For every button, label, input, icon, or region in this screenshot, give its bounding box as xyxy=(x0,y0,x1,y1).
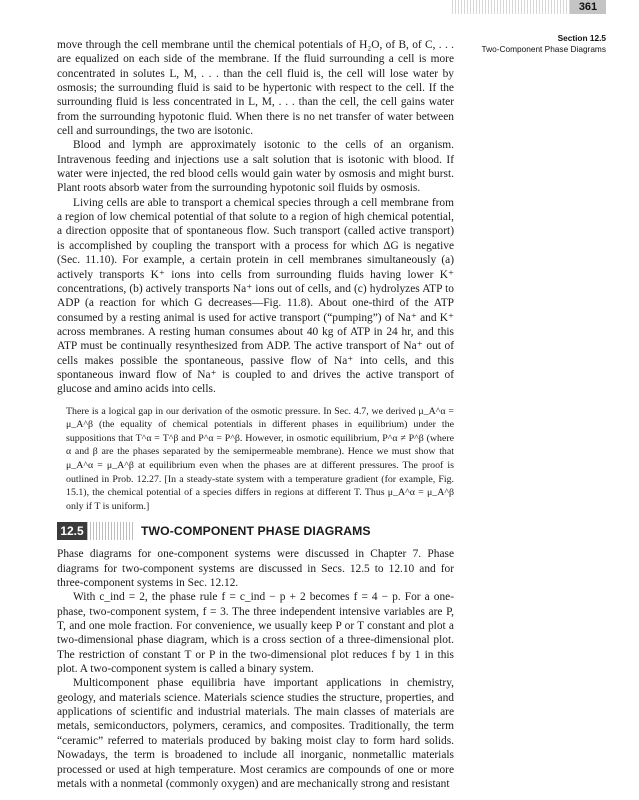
text-column xyxy=(57,38,454,791)
running-head-section: Section 12.5 xyxy=(557,33,606,43)
paragraph-isotonic: Blood and lymph are approximately isotonic to the cells of an organism. Intravenous feeding and injections use a salt solution that is isotonic with blood. If water were injected, the red blood cells would gain water by osmosis and might burst. Plant roots absorb water from the surrounding hypotonic soil fluids by osmosis. xyxy=(57,139,454,195)
section-title: TWO-COMPONENT PHASE DIAGRAMS xyxy=(141,524,371,539)
section-stripes xyxy=(87,522,135,540)
paragraph-intro: Phase diagrams for one-component systems were discussed in Chapter 7. Phase diagrams for two-component systems are discussed in Secs. 12.5 to 12.10 and for three-component systems in Sec. 12.12. xyxy=(57,548,454,590)
section-heading xyxy=(57,522,454,540)
running-head xyxy=(481,33,606,55)
paragraph-osmosis: move through the cell membrane until the chemical potentials of H₂O, of B, of C, . . . are equalized on each side of the membrane. If the fluid surrounding a cell is more concentrated in solutes L, M, . . . than the cell fluid is, the cell will lose water by osmosis; the surrounding fluid is said to be hypertonic with respect to the cell. If the surrounding fluid is less concentrated in L, M, . . . than the cell, the cell gains water from the surrounding hypotonic fluid. When there is no net transfer of water between cell and surroundings, the two are isotonic. xyxy=(57,39,454,138)
paragraph-materials: Multicomponent phase equilibria have important applications in chemistry, geology, and materials science. Materials science studies the structure, properties, and applications of scientific and industrial materials. The main classes of materials are metals, semiconductors, polymers, ceramics, and composites. Traditionally, the term “ceramic” referred to materials produced by baking moist clay to form hard solids. Nowadays, the term is broadened to include all inorganic, nonmetallic materials processed or used at high temperature. Most ceramics are compounds of one or more metals with a nonmetal (commonly oxygen) and are mechanically strong and resistant xyxy=(57,677,454,790)
paragraph-phase-rule: With c_ind = 2, the phase rule f = c_ind − p + 2 becomes f = 4 − p. For a one-phase, two-component system, f = 3. The three independent intensive variables are P, T, and one mole fraction. For convenience, we usually keep P or T constant and plot a two-dimensional phase diagram, which is a cross section of a three-dimensional plot. The restriction of constant T or P in the two-dimensional plot reduces f by 1 in this plot. A two-component system is called a binary system. xyxy=(57,591,454,676)
note-osmotic-gap: There is a logical gap in our derivation of the osmotic pressure. In Sec. 4.7, we derived μ_A^α = μ_A^β (the equality of chemical potentials in different phases in equilibrium) under the suppositions that T^α = T^β and P^α = P^β. However, in osmotic equilibrium, P^α ≠ P^β (where α and β are the phases separated by the semipermeable membrane). Hence we must show that μ_A^α = μ_A^β at equilibrium even when the phases are at different pressures. The proof is outlined in Prob. 12.27. [In a steady-state system with a temperature gradient (for example, Fig. 15.1), the chemical potential of a species differs in regions at different T. Thus μ_A^α = μ_A^β only if T is uniform.] xyxy=(66,405,454,512)
section-number-box: 12.5 xyxy=(57,522,87,540)
page-number: 361 xyxy=(570,0,606,14)
running-head-title: Two-Component Phase Diagrams xyxy=(481,44,606,54)
paragraph-active-transport: Living cells are able to transport a chemical species through a cell membrane from a region of low chemical potential of that solute to a region of high chemical potential, a direction opposite that of spontaneous flow. Such transport (called active transport) is accomplished by coupling the transport with a process for which ΔG is negative (Sec. 11.10). For example, a certain protein in cell membranes simultaneously (a) actively transports K⁺ ions into cells from surrounding fluids having lower K⁺ concentrations, (b) actively transports Na⁺ ions out of cells, and (c) hydrolyzes ATP to ADP (a reaction for which G decreases—Fig. 11.8). About one-third of the ATP consumed by a resting animal is used for active transport (“pumping”) of Na⁺ and K⁺ across membranes. A resting human consumes about 40 kg of ATP in 24 hr, and this ATP must be continually resynthesized from ADP. The active transport of Na⁺ out of cells makes possible the spontaneous, passive flow of Na⁺ into cells, and this spontaneous inward flow of Na⁺ is coupled to and drives the active transport of glucose and amino acids into cells. xyxy=(57,196,454,396)
